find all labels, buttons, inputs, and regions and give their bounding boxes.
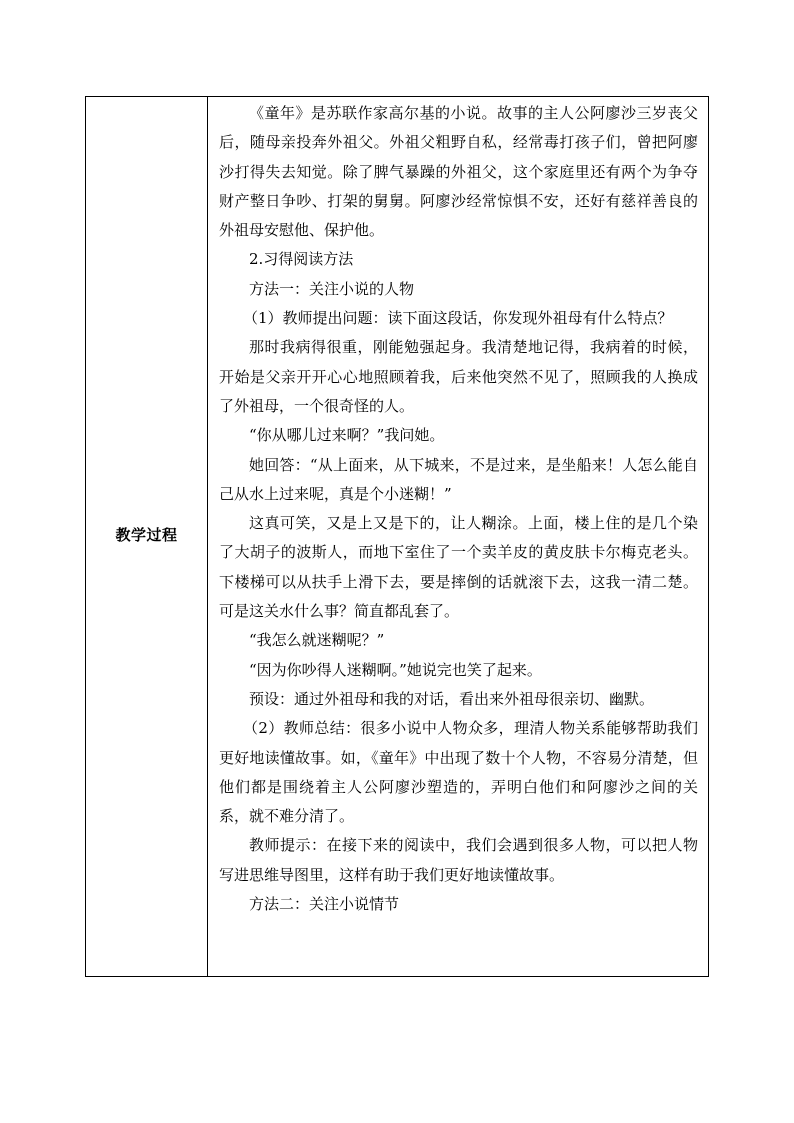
content-body [208, 97, 708, 919]
paragraph-dialogue-2: 她回答：“从上面来，从下城来，不是过来，是坐船来！人怎么能自己从水上过来呢，真是个小迷糊！” [219, 455, 698, 503]
table-row [86, 97, 709, 977]
paragraph-excerpt: 那时我病得很重，刚能勉强起身。我清楚地记得，我病着的时候，开始是父亲开开心心地照顾着我，后来他突然不见了，照顾我的人换成了外祖母，一个很奇怪的人。 [219, 338, 698, 415]
row-label-cell [86, 97, 208, 977]
paragraph-method-two: 方法二：关注小说情节 [249, 895, 400, 914]
paragraph-excerpt-2: 这真可笑，又是上又是下的，让人糊涂。上面，楼上住的是几个染了大胡子的波斯人，而地下室住了一个卖羊皮的黄皮肤卡尔梅克老头。下楼梯可以从扶手上滑下去，要是摔倒的话就滚下去，这我一清二楚。可是这关水什么事？简直都乱套了。 [219, 514, 698, 621]
paragraph-section-heading: 2.习得阅读方法 [249, 250, 354, 269]
paragraph-dialogue-3: “我怎么就迷糊呢？” [249, 631, 385, 650]
content-cell [208, 97, 709, 977]
row-label: 教学过程 [115, 526, 178, 544]
paragraph-dialogue-4: “因为你吵得人迷糊啊。”她说完也笑了起来。 [249, 660, 542, 679]
paragraph-question: （1）教师提出问题：读下面这段话，你发现外祖母有什么特点？ [243, 309, 673, 328]
paragraph-teacher-tip: 教师提示：在接下来的阅读中，我们会遇到很多人物，可以把人物写进思维导图里，这样有助于我们更好地读懂故事。 [219, 836, 698, 884]
paragraph-method-one: 方法一：关注小说的人物 [249, 279, 415, 298]
lesson-plan-table [85, 96, 709, 977]
paragraph-intro: 《童年》是苏联作家高尔基的小说。故事的主人公阿廖沙三岁丧父后，随母亲投奔外祖父。外祖父粗野自私，经常毒打孩子们，曾把阿廖沙打得失去知觉。除了脾气暴躁的外祖父，这个家庭里还有两个为争夺财产整日争吵、打架的舅舅。阿廖沙经常惊惧不安，还好有慈祥善良的外祖母安慰他、保护他。 [219, 104, 698, 240]
paragraph-summary: （2）教师总结：很多小说中人物众多，理清人物关系能够帮助我们更好地读懂故事。如，《童年》中出现了数十个人物，不容易分清楚，但他们都是围绕着主人公阿廖沙塑造的，弄明白他们和阿廖沙之间的关系，就不难分清了。 [219, 719, 698, 826]
paragraph-preset: 预设：通过外祖母和我的对话，看出来外祖母很亲切、幽默。 [249, 689, 655, 708]
paragraph-dialogue-1: “你从哪儿过来啊？”我问她。 [249, 426, 445, 445]
